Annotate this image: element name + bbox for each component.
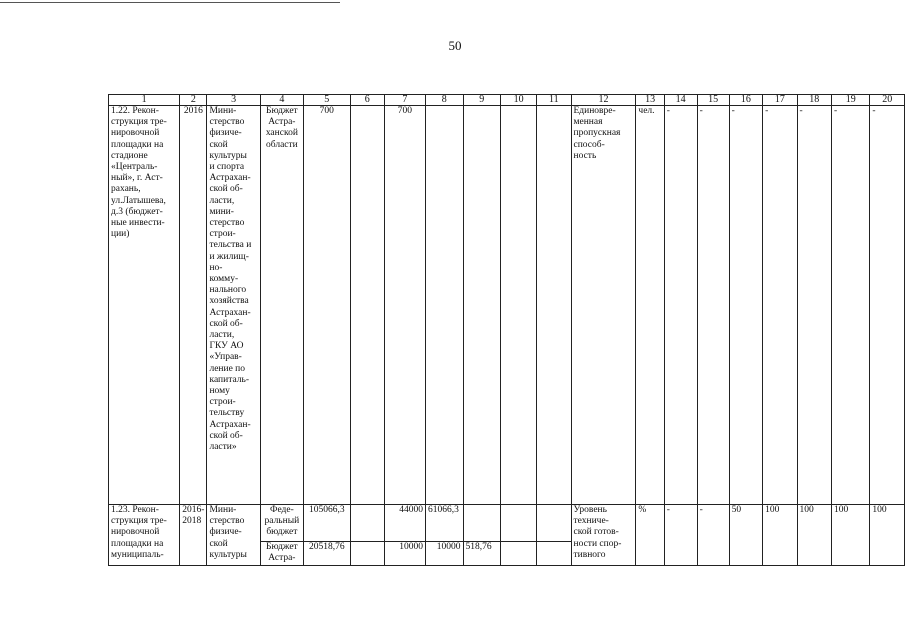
indicator-col14: - — [664, 505, 697, 566]
amount-total: 105066,3 — [303, 505, 350, 542]
header-cell: 4 — [260, 95, 303, 106]
indicator-name: Уровень техниче- ской готов- ности спор- тивного — [571, 505, 636, 566]
funding-source: Бюджет Астра- — [260, 542, 303, 566]
program-table — [108, 94, 905, 566]
header-row — [109, 95, 905, 106]
measure-executor: Мини- стерство физиче- ской культуры — [207, 505, 260, 566]
measure-year: 2016- 2018 — [180, 505, 207, 566]
amount-total: 20518,76 — [303, 542, 350, 566]
measure-year: 2016 — [180, 106, 207, 505]
indicator-col14: - — [664, 106, 697, 505]
amount-col7: 700 — [384, 106, 425, 505]
amount-col8: 61066,3 — [425, 505, 463, 542]
amount-col11 — [537, 505, 571, 542]
indicator-unit: % — [636, 505, 664, 566]
header-cell: 18 — [797, 95, 831, 106]
header-cell: 14 — [664, 95, 697, 106]
header-cell: 16 — [729, 95, 763, 106]
top-rule — [0, 2, 340, 3]
header-cell: 2 — [180, 95, 207, 106]
amount-col10 — [501, 505, 537, 542]
header-cell: 19 — [831, 95, 869, 106]
indicator-col18: - — [797, 106, 831, 505]
header-cell: 13 — [636, 95, 664, 106]
table-row — [109, 106, 905, 505]
header-cell: 15 — [697, 95, 729, 106]
measure-name: 1.22. Рекон- струкция тре- нировочной площадки на стадионе «Централь- ный», г. Аст- рахань, ул.Латышева, д.3 (бюджет- ные инвести- ции) — [109, 106, 180, 505]
measure-name: 1.23. Рекон- струкция тре- нировочной площадки на муниципаль- — [109, 505, 180, 566]
amount-col11 — [537, 106, 571, 505]
indicator-col15: - — [697, 505, 729, 566]
header-cell: 3 — [207, 95, 260, 106]
indicator-name: Единовре- менная пропускная способ- ность — [571, 106, 636, 505]
amount-col9 — [463, 505, 500, 542]
amount-col6 — [350, 505, 384, 542]
funding-source: Бюджет Астра- ханской области — [260, 106, 303, 505]
indicator-col20: - — [870, 106, 905, 505]
amount-col9: 518,76 — [463, 542, 500, 566]
header-cell: 20 — [870, 95, 905, 106]
header-cell: 9 — [463, 95, 500, 106]
indicator-col20: 100 — [870, 505, 905, 566]
indicator-col17: - — [763, 106, 797, 505]
header-cell: 7 — [384, 95, 425, 106]
amount-col8 — [425, 106, 463, 505]
amount-col6 — [350, 106, 384, 505]
amount-total: 700 — [303, 106, 350, 505]
header-cell: 5 — [303, 95, 350, 106]
amount-col6 — [350, 542, 384, 566]
amount-col7: 10000 — [384, 542, 425, 566]
indicator-col16: - — [729, 106, 763, 505]
header-cell: 11 — [537, 95, 571, 106]
page-number: 50 — [448, 38, 462, 53]
indicator-col16: 50 — [729, 505, 763, 566]
indicator-col18: 100 — [797, 505, 831, 566]
amount-col8: 10000 — [425, 542, 463, 566]
header-cell: 17 — [763, 95, 797, 106]
header-cell: 10 — [501, 95, 537, 106]
amount-col11 — [537, 542, 571, 566]
indicator-col15: - — [697, 106, 729, 505]
indicator-unit: чел. — [636, 106, 664, 505]
amount-col10 — [501, 542, 537, 566]
header-cell: 8 — [425, 95, 463, 106]
header-cell: 12 — [571, 95, 636, 106]
amount-col9 — [463, 106, 500, 505]
indicator-col17: 100 — [763, 505, 797, 566]
header-cell: 6 — [350, 95, 384, 106]
indicator-col19: - — [831, 106, 869, 505]
amount-col10 — [501, 106, 537, 505]
indicator-col19: 100 — [831, 505, 869, 566]
table-row — [109, 505, 905, 542]
amount-col7: 44000 — [384, 505, 425, 542]
measure-executor: Мини- стерство физиче- ской культуры и спорта Астрахан- ской об- ласти, мини- стерство строи- тельства и и жилищ- но- комму- нального хозяйства Астрахан- ской об- ласти, ГКУ АО «Управ- ление по капиталь- ному строи- тельству Астрахан- ской об- ласти» — [207, 106, 260, 505]
funding-source: Феде- ральный бюджет — [260, 505, 303, 542]
header-cell: 1 — [109, 95, 180, 106]
